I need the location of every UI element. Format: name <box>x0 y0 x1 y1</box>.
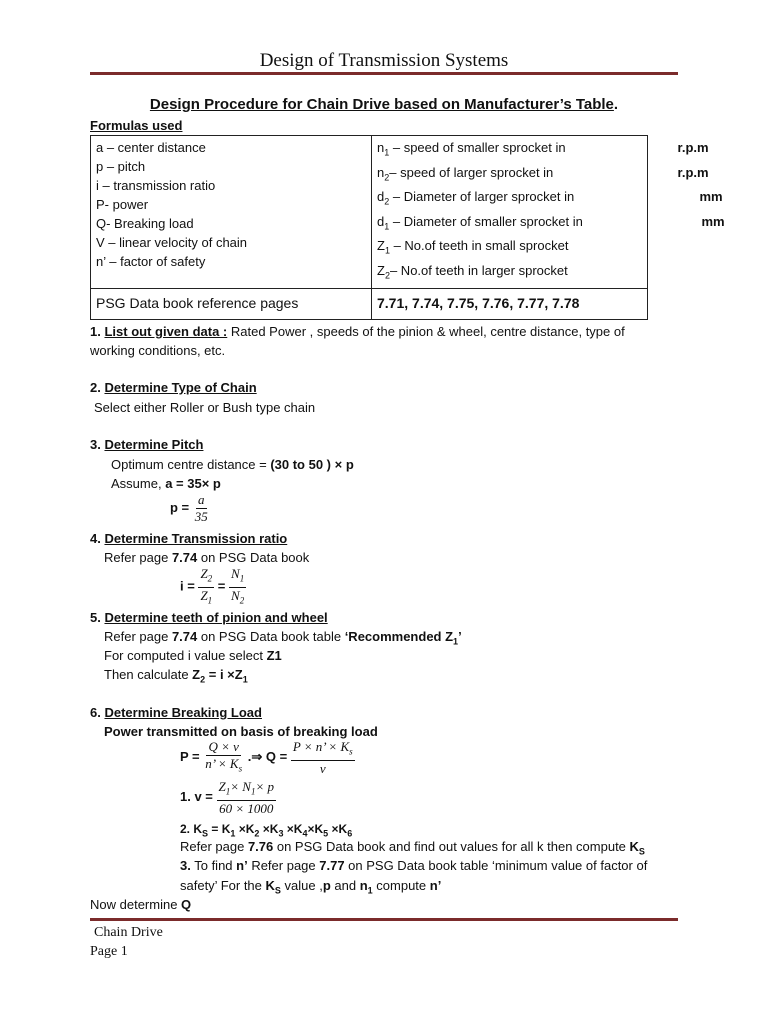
symbol-desc: – Diameter of larger sprocket in <box>389 189 575 205</box>
denominator: 35 <box>194 509 208 524</box>
symbol-unit: r.p.m <box>677 164 709 180</box>
symbol-subscript: 2 <box>384 270 390 281</box>
reference-pages: 7.71, 7.74, 7.75, 7.76, 7.77, 7.78 <box>372 288 648 319</box>
footer-divider <box>90 918 678 921</box>
power-formula <box>180 739 355 777</box>
symbol: Z <box>377 238 385 254</box>
text: compute <box>372 878 430 893</box>
text-bold: = i ×Z <box>205 667 243 682</box>
section-number: 6. <box>90 705 101 720</box>
text: on PSG Data book table ‘minimum value of factor of <box>344 858 648 873</box>
symbols-left-column <box>91 136 372 289</box>
formula-lhs: P = <box>180 749 204 765</box>
text-bold: Z <box>192 667 201 682</box>
denominator: $Z_1$ <box>200 587 213 606</box>
text: Refer page <box>104 550 172 565</box>
implies-arrow: .⇒ Q = <box>247 749 288 765</box>
symbol-row <box>377 163 709 188</box>
text: on PSG Data book and find out values for all k then compute <box>273 839 630 854</box>
symbol-subscript: 1 <box>384 221 390 232</box>
formulas-label: Formulas used <box>90 118 183 133</box>
section-3 <box>90 435 203 454</box>
section-number: 5. <box>90 610 101 625</box>
text: Then calculate <box>104 667 193 682</box>
subscript: 1 <box>453 636 459 647</box>
text: Optimum centre distance = <box>111 457 271 472</box>
symbol-row: a – center distance <box>96 140 206 155</box>
text: Refer page <box>104 629 172 644</box>
numerator: P × n’ × $K_s$ <box>291 739 355 761</box>
section-4-line1 <box>104 548 309 567</box>
text-bold: ’ <box>458 629 462 644</box>
section-3-line1 <box>111 455 354 474</box>
text-bold: 7.76 <box>247 839 274 854</box>
velocity-formula <box>180 779 276 817</box>
text-bold: 7.74 <box>171 550 198 565</box>
section-1-cont: working conditions, etc. <box>90 343 226 358</box>
section-number: 4. <box>90 531 101 546</box>
text-bold: ‘Recommended Z <box>344 629 454 644</box>
fraction <box>198 566 214 608</box>
ratio-formula <box>180 566 246 608</box>
symbol: d <box>377 213 385 229</box>
text-bold: n’ <box>429 878 442 893</box>
safety-note-line1 <box>180 856 647 875</box>
symbol-desc: – No.of teeth in larger sprocket <box>389 262 568 278</box>
symbol-desc: – speed of larger sprocket in <box>389 164 554 180</box>
symbol-unit: r.p.m <box>677 140 709 155</box>
section-6-line1: Power transmitted on basis of breaking load <box>104 724 378 739</box>
section-number: 1. <box>90 324 101 339</box>
text-bold: a = 35× p <box>165 476 221 491</box>
text: Refer page <box>180 839 248 854</box>
subscript: 1 <box>242 674 248 685</box>
numerator: $Z_2$ <box>198 566 214 588</box>
reference-label: PSG Data book reference pages <box>91 288 372 319</box>
footer-page-number: Page 1 <box>90 944 128 959</box>
section-5-line3 <box>104 665 248 690</box>
numerator: $N_1$ <box>229 566 246 588</box>
symbol-unit: mm <box>699 189 723 205</box>
document-title-period: . <box>613 96 619 113</box>
text: Refer page <box>247 858 320 873</box>
section-title: List out given data : <box>104 324 228 339</box>
text: safety’ For the <box>180 878 266 893</box>
text-bold: = K <box>208 822 231 836</box>
document-title-text: Design Procedure for Chain Drive based on Manufacturer’s Table <box>149 96 614 113</box>
section-4 <box>90 529 287 548</box>
pitch-formula <box>170 492 210 525</box>
text-bold: 7.77 <box>319 858 345 873</box>
numerator: Q × v <box>208 739 239 754</box>
text-bold: n <box>359 878 368 893</box>
numerator: $Z_1\times N_1\times p$ <box>217 779 276 801</box>
symbol-desc: – speed of smaller sprocket in <box>389 140 566 155</box>
text: To find <box>190 858 237 873</box>
text-bold: K <box>265 878 275 893</box>
text-bold: n’ <box>236 858 248 873</box>
symbols-right-column <box>372 136 725 289</box>
fraction <box>203 739 244 777</box>
symbol-subscript: 2 <box>384 196 390 207</box>
text: on PSG Data book table <box>197 629 345 644</box>
symbol-subscript: 2 <box>384 172 390 183</box>
text: For computed i value select <box>104 648 267 663</box>
symbol-row <box>377 236 642 261</box>
symbol-row <box>377 187 723 212</box>
symbol-subscript: 1 <box>384 147 390 158</box>
section-1 <box>90 322 625 341</box>
safety-note-line2: safety’ For the $K_S$ value ,p and $n_1$ compute n’ <box>180 878 442 896</box>
symbol-row: V – linear velocity of chain <box>96 235 248 250</box>
symbol-row: P- power <box>96 197 149 212</box>
denominator: 60 × 1000 <box>219 800 274 816</box>
formula-lhs: 1. v = <box>180 789 213 805</box>
symbol-unit: mm <box>701 213 725 229</box>
section-number: 2. <box>90 380 101 395</box>
subscript: 2 <box>200 674 206 685</box>
symbol-row: Q- Breaking load <box>96 216 194 231</box>
text: Now determine <box>90 897 182 912</box>
text-bold: p <box>322 878 331 893</box>
fraction <box>193 492 210 525</box>
symbol-row: i – transmission ratio <box>96 178 216 193</box>
section-5-line2 <box>104 646 282 665</box>
text-bold: 2. K <box>180 822 203 836</box>
text: value , <box>280 878 323 893</box>
symbol-desc: – No.of teeth in small sprocket <box>389 238 569 254</box>
symbol-row <box>377 261 642 286</box>
symbol-row: p – pitch <box>96 159 146 174</box>
fraction <box>217 779 276 817</box>
denominator: $N_2$ <box>231 587 245 606</box>
document-title <box>0 96 768 113</box>
text: on PSG Data book <box>197 550 310 565</box>
text: Assume, <box>111 476 166 491</box>
formula-lhs: i = <box>180 578 199 594</box>
page-header-title: Design of Transmission Systems <box>259 50 509 71</box>
section-5 <box>90 608 328 627</box>
text: and <box>330 878 360 893</box>
symbol: n <box>377 164 385 180</box>
formulas-table <box>90 135 725 320</box>
section-title: Determine Breaking Load <box>104 705 262 720</box>
symbol: Z <box>377 262 385 278</box>
formula-lhs: p = <box>170 499 193 515</box>
text-bold: Q <box>181 897 192 912</box>
text-bold: Z1 <box>266 648 282 663</box>
section-number: 3. <box>90 437 101 452</box>
section-title: Determine Type of Chain <box>104 380 257 395</box>
text-bold: 7.74 <box>171 629 198 644</box>
section-6 <box>90 703 262 722</box>
equals-sign: = <box>217 578 226 594</box>
denominator: v <box>319 760 326 776</box>
text-bold: K <box>629 839 639 854</box>
header-divider <box>90 72 678 75</box>
ks-note: Refer page 7.76 on PSG Data book and find out values for all k then compute $K_S$ <box>180 839 645 857</box>
section-3-line2 <box>111 474 221 493</box>
symbol-row <box>377 138 709 163</box>
symbol-subscript: 1 <box>384 245 390 256</box>
section-title: Determine teeth of pinion and wheel <box>104 610 328 625</box>
symbol-row <box>377 212 725 237</box>
section-title: Determine Pitch <box>104 437 204 452</box>
fraction <box>229 566 246 608</box>
text-bold: 3. <box>180 858 191 873</box>
final-step <box>90 895 191 914</box>
numerator: a <box>198 492 205 507</box>
symbol-row: n’ – factor of safety <box>96 254 206 269</box>
symbol: d <box>377 189 385 205</box>
denominator: n’ × $K_s$ <box>205 756 243 774</box>
footer-chapter: Chain Drive <box>94 925 163 940</box>
section-text: Rated Power , speeds of the pinion & wheel, centre distance, type of <box>227 324 625 339</box>
text-bold: (30 to 50 ) × p <box>270 457 354 472</box>
symbol-desc: – Diameter of smaller sprocket in <box>389 213 583 229</box>
section-title: Determine Transmission ratio <box>104 531 288 546</box>
section-2 <box>90 378 257 397</box>
section-2-text: Select either Roller or Bush type chain <box>94 400 316 415</box>
symbol: n <box>377 140 385 155</box>
fraction <box>291 739 355 777</box>
ks-formula: 2. $K_S = K_1 \times K_2 \times K_3 \times K_4\times K_5 \times K_6$ <box>180 822 353 839</box>
